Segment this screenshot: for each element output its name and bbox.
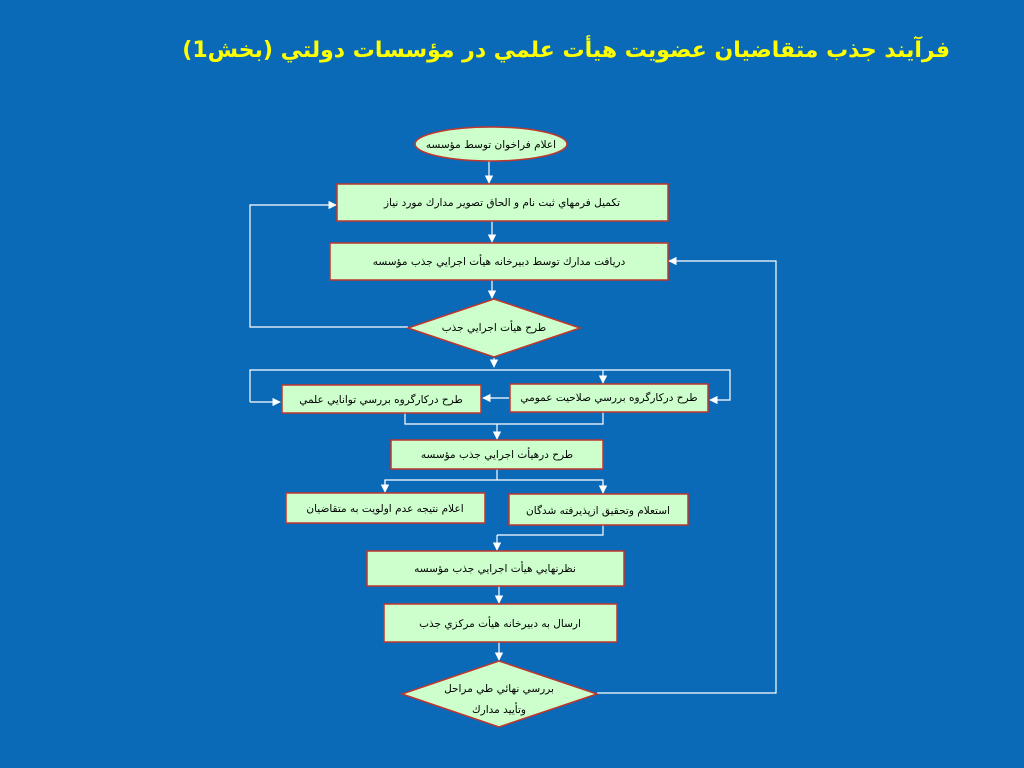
node-inquiry — [509, 494, 688, 525]
node-final-opinion — [367, 551, 624, 586]
node-send-central-label: ارسال به دبيرخانه هيأت مركزي جذب — [419, 618, 581, 630]
node-announce-label: اعلام فراخوان توسط مؤسسه — [425, 139, 557, 151]
node-final-opinion-label: نظرنهايي هيأت اجرايي جذب مؤسسه — [414, 563, 576, 575]
node-scientific-ability — [282, 385, 481, 413]
node-complete-form-label: تكميل فرمهاي ثبت نام و الحاق تصوير مدارك مورد نياز — [383, 197, 621, 209]
node-receive-docs-label: دريافت مدارك توسط دبيرخانه هيأت اجرايي جذب مؤسسه — [372, 256, 626, 268]
page-title: فرآيند جذب متقاضيان عضويت هيأت علمي در مؤسسات دولتي (بخش1) — [182, 38, 950, 63]
node-send-central — [384, 604, 617, 642]
node-exec-board-review-label: طرح هيأت اجرايي جذب — [441, 322, 547, 334]
node-receive-docs — [330, 243, 668, 280]
node-general-competence — [510, 384, 708, 412]
node-scientific-ability-label: طرح دركارگروه بررسي توانايي علمي — [299, 394, 463, 406]
node-non-priority-notice-label: اعلام نتيجه عدم اولويت به متقاضيان — [306, 503, 464, 515]
inquiry-connector — [497, 525, 603, 535]
node-inquiry-label: استعلام وتحقيق ازپذيرفته شدگان — [526, 505, 670, 517]
loop-review-to-receive — [597, 261, 776, 693]
node-general-competence-label: طرح دركارگروه بررسي صلاحيت عمومي — [520, 392, 698, 404]
node-non-priority-notice — [286, 493, 485, 523]
node-final-review-label-1: بررسي نهائي طي مراحل — [444, 683, 554, 695]
node-final-review — [402, 661, 597, 727]
node-final-review-label-2: وتأييد مدارك — [472, 704, 526, 716]
merge-line — [405, 412, 603, 424]
node-exec-board-review — [408, 299, 580, 357]
node-exec-board-institution — [391, 440, 603, 469]
node-complete-form — [337, 184, 668, 221]
node-exec-board-institution-label: طرح درهيأت اجرايي جذب مؤسسه — [420, 449, 574, 461]
node-announce — [415, 127, 567, 161]
split-line — [385, 480, 603, 493]
